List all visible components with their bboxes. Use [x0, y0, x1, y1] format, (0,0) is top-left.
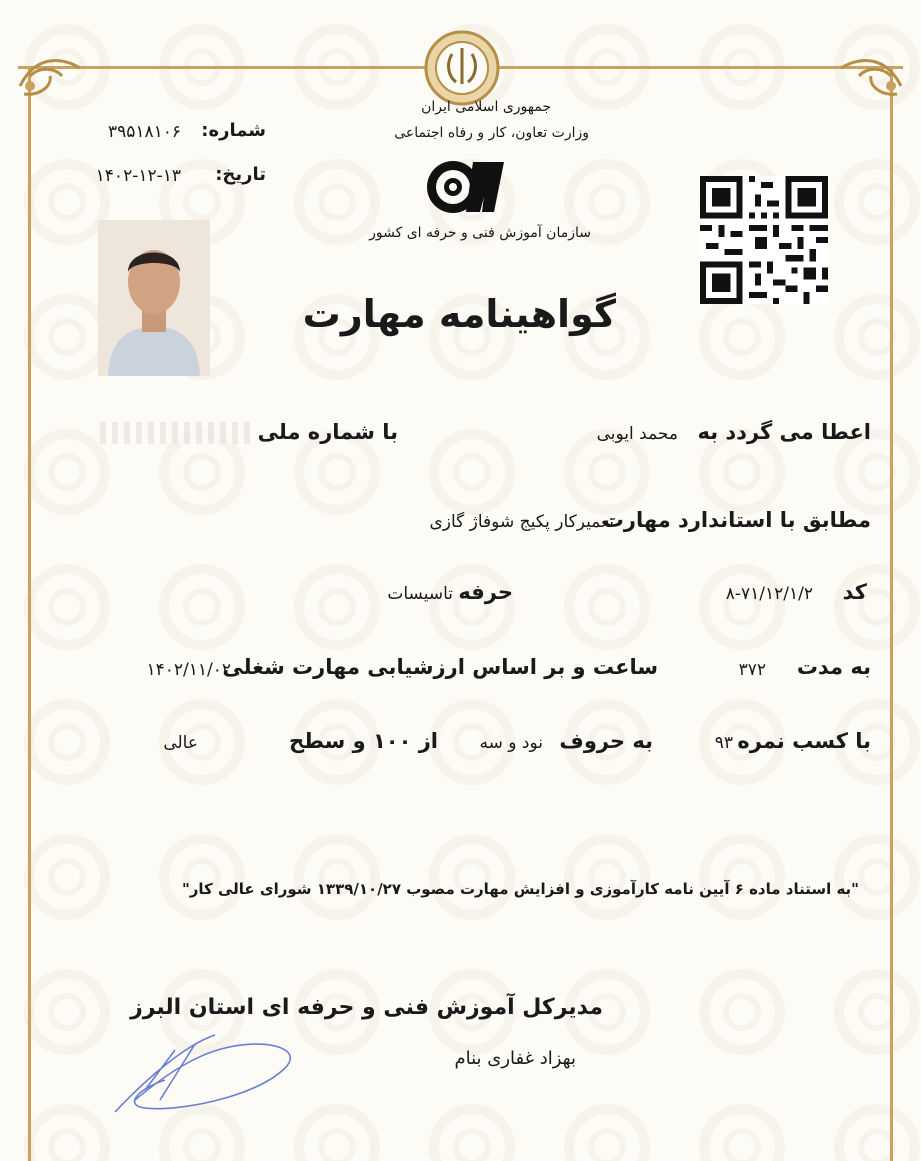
national-id-label: با شماره ملی	[257, 420, 398, 444]
corner-ornament-left-icon	[10, 46, 90, 106]
assessment-date: ۱۴۰۲/۱۱/۰۲	[146, 660, 231, 680]
holder-name: محمد ایوبی	[596, 424, 678, 444]
tvto-logo-icon	[418, 150, 508, 220]
signatory-name: بهزاد غفاری بنام	[454, 1048, 576, 1069]
header-line1: جمهوری اسلامی ایران	[421, 99, 551, 115]
header-line2: وزارت تعاون، کار و رفاه اجتماعی	[394, 125, 589, 141]
number-value: ۳۹۵۱۸۱۰۶	[107, 122, 181, 142]
awarded-label: اعطا می گردد به	[697, 420, 871, 444]
score-value: ۹۳	[714, 733, 733, 753]
frame-left-border	[28, 66, 31, 1161]
profession-value: تاسیسات	[387, 584, 453, 604]
signatory-title: مدیرکل آموزش فنی و حرفه ای استان البرز	[130, 995, 603, 1020]
standard-label: مطابق با استاندارد مهارت	[602, 508, 871, 532]
date-label: تاریخ:	[215, 164, 266, 185]
organization-name: سازمان آموزش فنی و حرفه ای کشور	[369, 225, 591, 241]
legal-note: "به استناد ماده ۶ آیین نامه کارآموزی و افزایش مهارت مصوب ۱۳۳۹/۱۰/۲۷ شورای عالی کار"	[181, 880, 859, 898]
letters-label: به حروف	[559, 729, 653, 753]
corner-ornament-right-icon	[831, 46, 911, 106]
standard-value: تعمیرکار پکیج شوفاژ گازی	[429, 512, 614, 532]
holder-photo	[98, 220, 210, 376]
score-label: با کسب نمره	[737, 729, 871, 753]
assessment-label: ساعت و بر اساس ارزشیابی مهارت شغلی	[222, 655, 658, 679]
number-label: شماره:	[201, 120, 266, 141]
national-id-redacted	[100, 422, 250, 444]
profession-label: حرفه	[458, 580, 513, 604]
letters-value: نود و سه	[479, 733, 543, 753]
signature-scribble	[105, 1020, 305, 1120]
duration-label: به مدت	[796, 655, 871, 679]
iran-emblem-icon	[422, 28, 502, 108]
out-of-label: از ۱۰۰ و سطح	[289, 729, 438, 753]
qr-code	[700, 176, 828, 304]
code-label: کد	[842, 580, 867, 604]
duration-value: ۳۷۲	[738, 660, 766, 680]
page-title: گواهینامه مهارت	[302, 292, 616, 336]
frame-right-border	[890, 66, 893, 1161]
level-value: عالی	[163, 733, 198, 753]
date-value: ۱۴۰۲-۱۲-۱۳	[95, 166, 181, 186]
code-value: ۸-۷۱/۱۲/۱/۲	[725, 584, 813, 604]
